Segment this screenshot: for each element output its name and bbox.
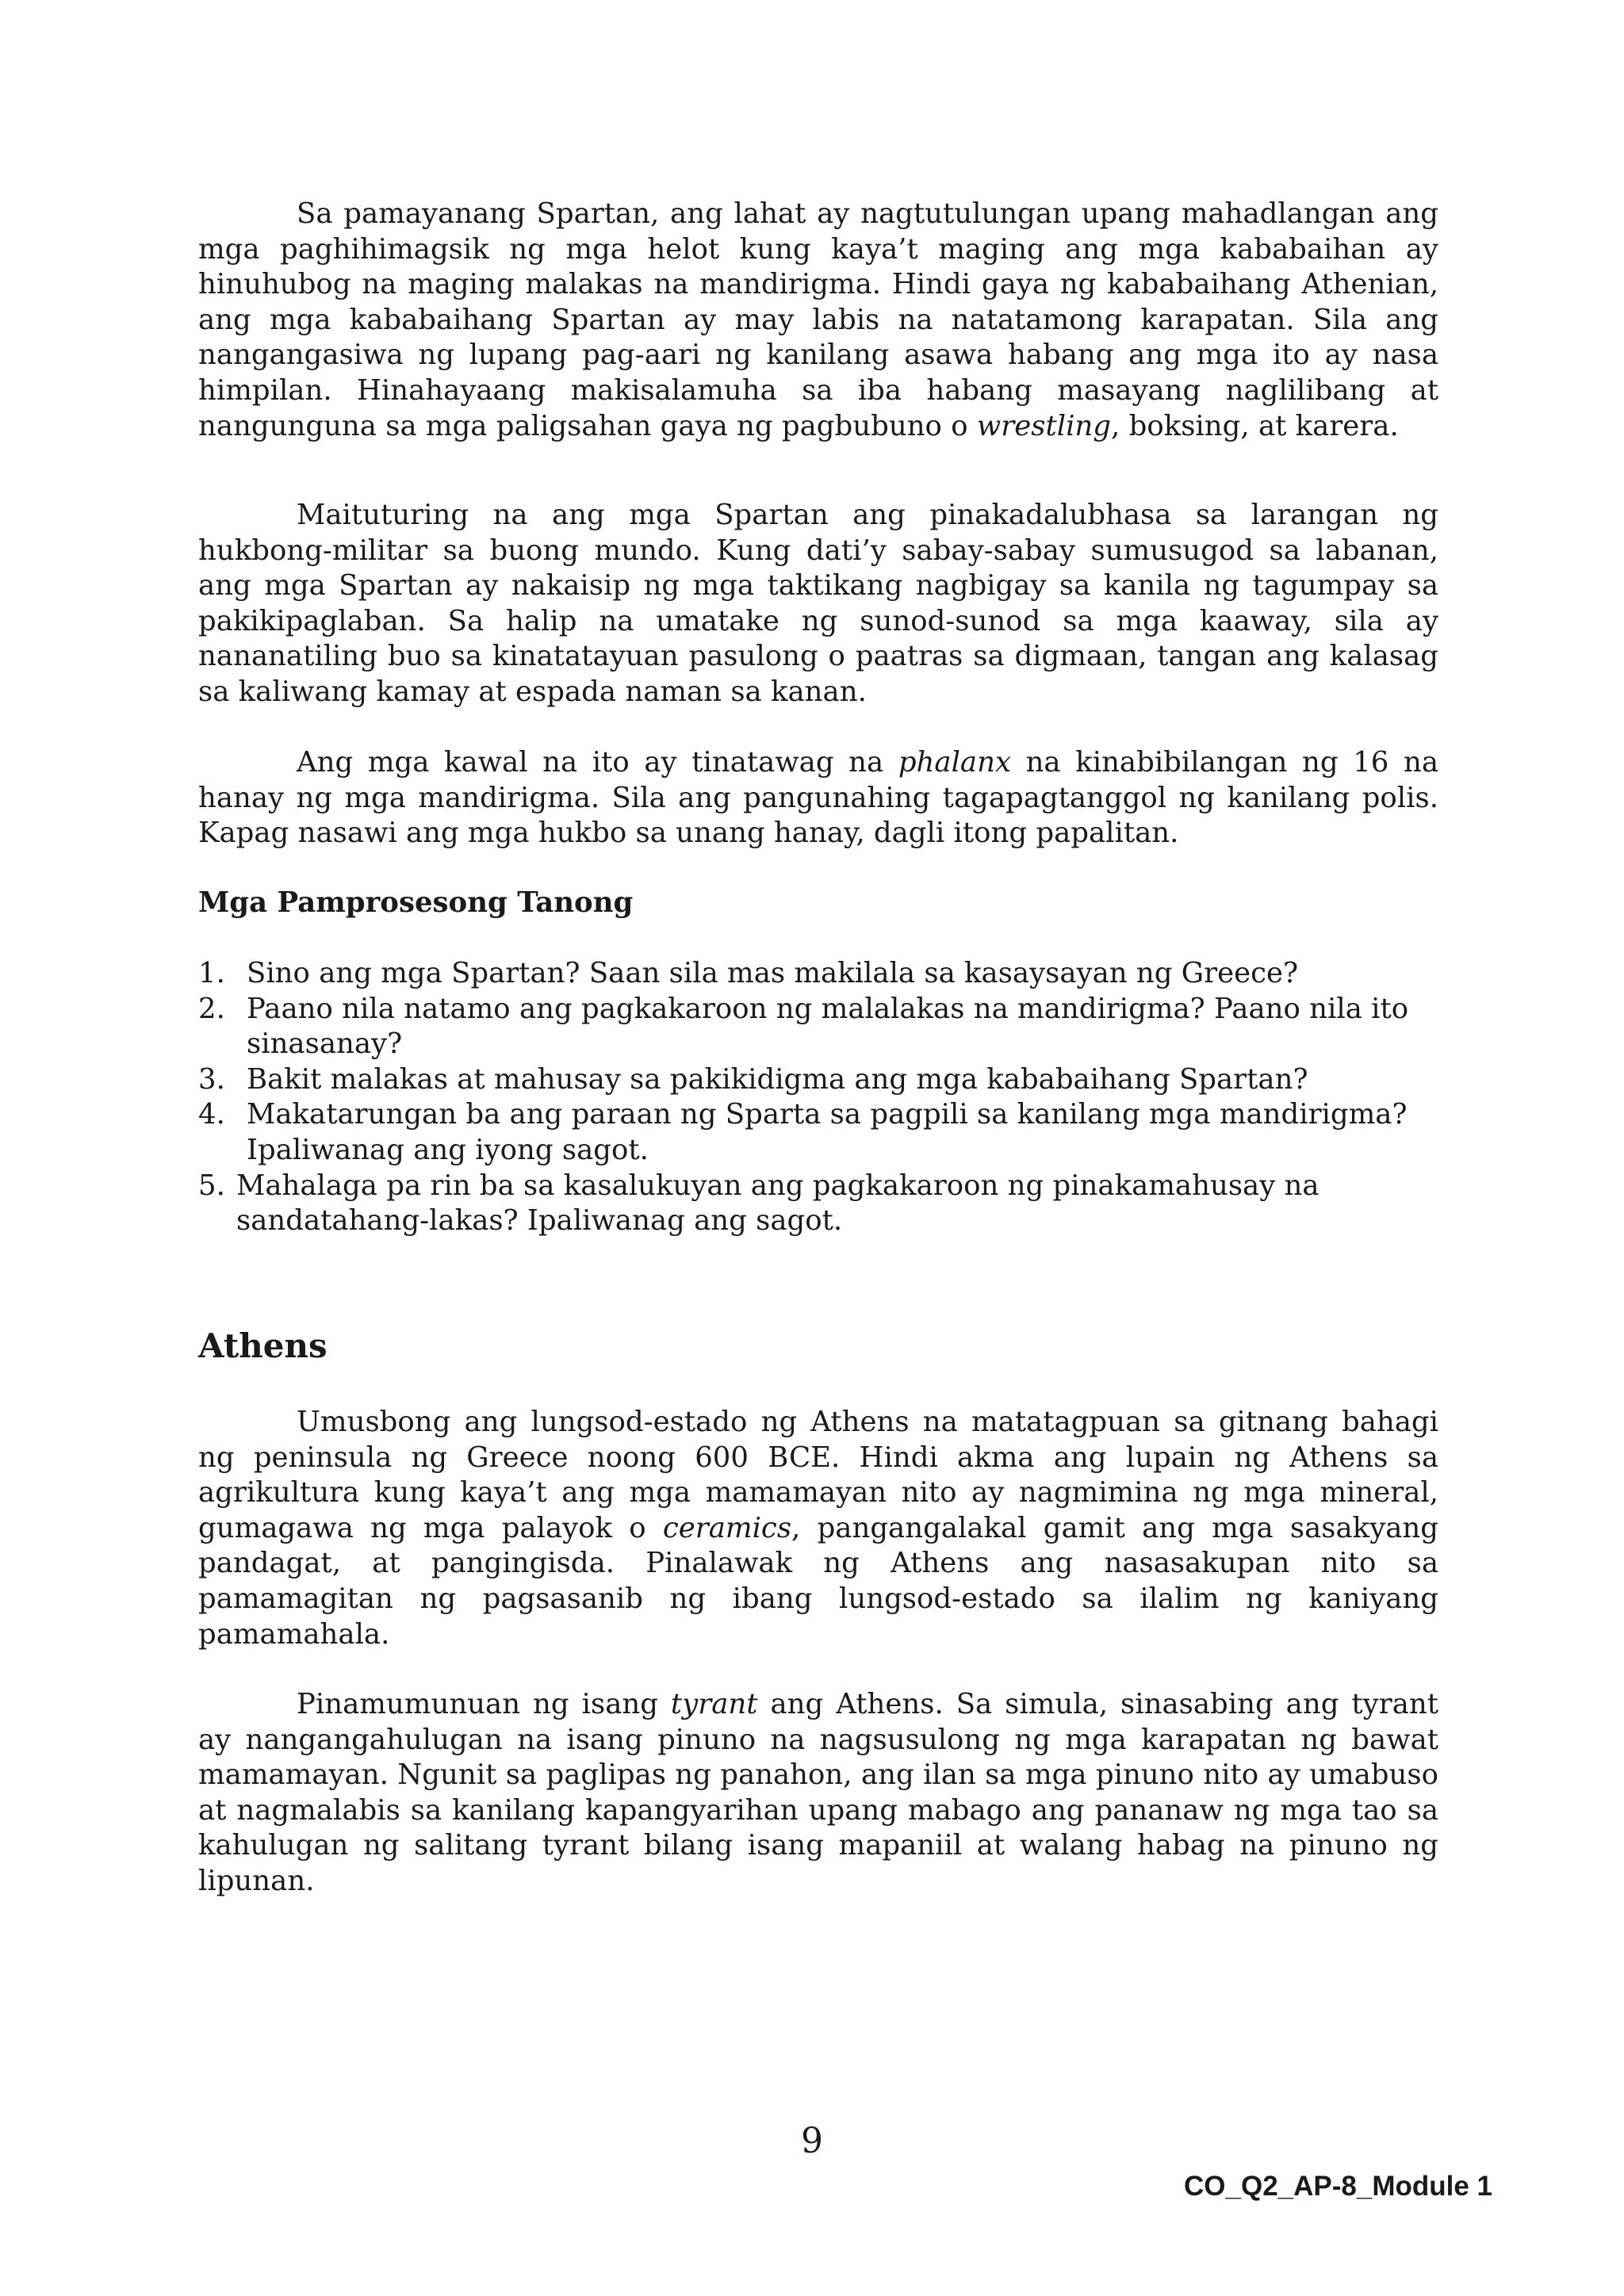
paragraph-spartan-military [198, 498, 1438, 710]
question-number: 4. [198, 1098, 225, 1131]
italic-term: tyrant [670, 1688, 758, 1720]
text-segment: , pangangalakal gamit ang mga sasakyang pandagat, at pangingisda. Pinalawak ng Athens ang nasasakupan nito sa pamamagitan ng pagsasanib ng ibang lungsod-estado sa ilalim ng kaniyang pamamahala. [198, 1511, 1439, 1651]
text-segment: Umusbong ang lungsod-estado ng Athens na matatagpuan sa gitnang bahagi ng peninsula ng Greece noong 600 BCE. Hindi akma ang lupain ng Athens sa agrikultura kung kaya’t ang mga mamamayan nito ay nagmimina ng mga mineral, gumagawa ng mga palayok o [198, 1406, 1438, 1544]
text-segment: na kinabibilangan ng 16 na hanay ng mga mandirigma. Sila ang pangunahing tagapagtanggol ng kanilang polis. Kapag nasawi ang mga hukbo sa unang hanay, dagli itong papalitan. [198, 746, 1438, 850]
text-segment: ang Athens. Sa simula, sinasabing ang tyrant ay nangangahulugan na isang pinuno na nagsusulong ng mga karapatan ng bawat mamamayan. Ngunit sa paglipas ng panahon, ang ilan sa mga pinuno nito ay umabuso at nagmalabis sa kanilang kapangyarihan upang mabago ang pananaw ng mga tao sa kahulugan ng salitang tyrant bilang isang mapaniil at walang habag na pinuno ng lipunan. [198, 1688, 1438, 1897]
question-text: Sino ang mga Spartan? Saan sila mas makilala sa kasaysayan ng Greece? [247, 957, 1299, 989]
text-segment: Sa pamayanang Spartan, ang lahat ay nagtutulungan upang mahadlangan ang mga paghihimagsik ng mga helot kung kaya’t maging ang mga kababaihan ay hinuhubog na maging malakas na mandirigma. Hindi gaya ng kababaihang Athenian, ang mga kababaihang Spartan ay may labis na natatamong karapatan. Sila ang nangangasiwa ng lupang pag-aari ng kanilang asawa habang ang mga ito ay nasa himpilan. Hinahayaang makisalamuha sa iba habang masayang naglilibang at nangunguna sa mga paligsahan gaya ng pagbubuno o [198, 197, 1438, 442]
text-segment: Pinamumunuan ng isang [297, 1688, 671, 1720]
question-item [198, 956, 1438, 992]
module-code: CO_Q2_AP-8_Module 1 [1184, 2171, 1492, 2202]
paragraph-spartan-women [198, 197, 1438, 444]
text-segment: Ang mga kawal na ito ay tinatawag na [297, 746, 898, 779]
processing-questions-list [198, 956, 1438, 1239]
question-number: 1. [198, 957, 225, 989]
question-item [198, 1169, 1438, 1239]
question-item [198, 992, 1438, 1062]
question-item [198, 1097, 1438, 1168]
question-text: Makatarungan ba ang paraan ng Sparta sa pagpili sa kanilang mga mandirigma? Ipaliwanag ang iyong sagot. [247, 1098, 1408, 1166]
question-number: 5. [198, 1169, 225, 1202]
italic-term: ceramics [662, 1511, 792, 1544]
italic-term: wrestling [976, 409, 1112, 442]
paragraph-athens-tyrant [198, 1687, 1438, 1900]
question-text: Paano nila natamo ang pagkakaroon ng malalakas na mandirigma? Paano nila ito sinasanay? [247, 992, 1409, 1061]
page-number: 9 [801, 2121, 823, 2161]
question-text: Mahalaga pa rin ba sa kasalukuyan ang pagkakaroon ng pinakamahusay na sandatahang-lakas? Ipaliwanag ang sagot. [236, 1169, 1320, 1238]
question-number: 3. [198, 1062, 225, 1096]
text-segment: , boksing, at karera. [1111, 409, 1399, 442]
question-item [198, 1062, 1438, 1098]
text-segment: Maituturing na ang mga Spartan ang pinakadalubhasa sa larangan ng hukbong-militar sa buong mundo. Kung dati’y sabay-sabay sumusugod sa labanan, ang mga Spartan ay nakaisip ng mga taktikang nagbigay sa kanila ng tagumpay sa pakikipaglaban. Sa halip na umatake ng sunod-sunod sa mga kaaway, sila ay nananatiling buo sa kinatatayuan pasulong o paatras sa digmaan, tangan ang kalasag sa kaliwang kamay at espada naman sa kanan. [198, 499, 1438, 708]
question-number: 2. [198, 992, 225, 1025]
italic-term: phalanx [898, 746, 1011, 779]
processing-questions-heading: Mga Pamprosesong Tanong [198, 886, 634, 919]
paragraph-athens-origin [198, 1405, 1438, 1652]
athens-heading: Athens [198, 1326, 327, 1365]
question-text: Bakit malakas at mahusay sa pakikidigma ang mga kababaihang Spartan? [247, 1062, 1308, 1096]
paragraph-phalanx [198, 745, 1438, 851]
